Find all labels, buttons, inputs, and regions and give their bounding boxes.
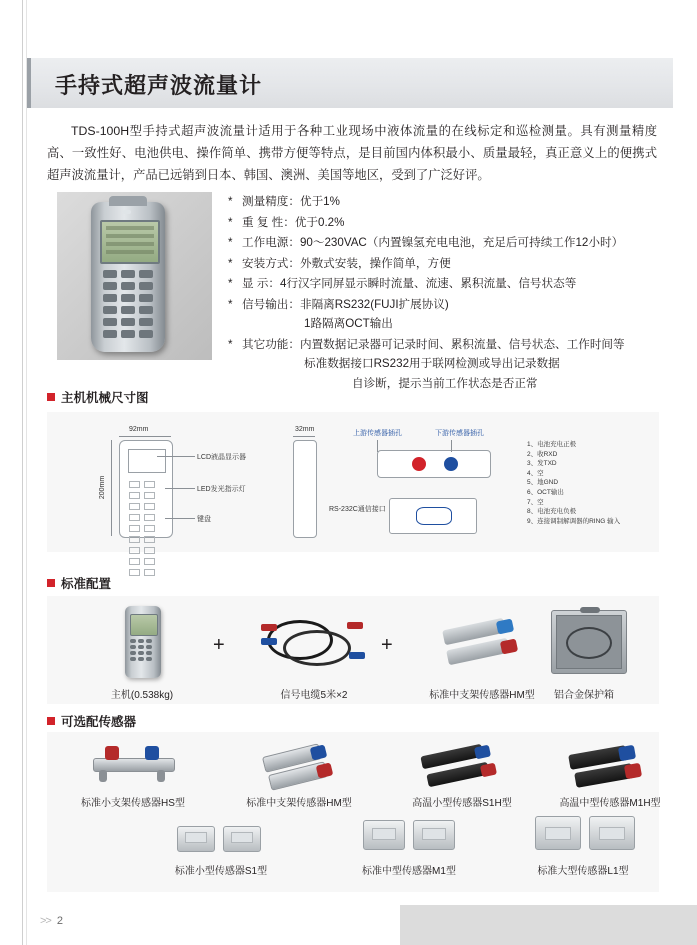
config-item-cables	[239, 602, 389, 702]
pin-item-2: 2、收RXD	[527, 450, 558, 458]
sensor-caption-l1: 标准大型传感器L1型	[537, 866, 629, 877]
config-item-main-unit	[77, 602, 207, 702]
callout-lcd-line	[157, 456, 195, 457]
pin-item-7: 7、空	[527, 498, 544, 506]
main-unit-illustration	[125, 606, 161, 678]
spec-label: 重 复 性：	[242, 215, 295, 229]
red-square-icon	[47, 579, 55, 587]
config-plus-2: +	[381, 634, 393, 656]
sensor-m1-illustration	[363, 818, 459, 856]
aluminium-case-illustration	[551, 610, 627, 674]
dimension-drawing-panel	[47, 412, 659, 552]
bullet-asterisk: *	[228, 256, 233, 270]
section-header-standard-config	[47, 574, 111, 592]
spec-row-repeatability	[228, 213, 673, 233]
page-title-band	[27, 58, 673, 108]
sensor-caption-hm: 标准中支架传感器HM型	[246, 798, 352, 809]
spec-value: 4行汉字同屏显示瞬时流量、流速、累积流量、信号状态等	[280, 277, 577, 290]
dim-thickness-line	[293, 436, 315, 437]
dim-width-line	[119, 436, 171, 437]
pin-item-1: 1、电池充电正极	[527, 441, 577, 448]
section-header-dimensions	[47, 388, 149, 406]
device-bottom-port-view	[389, 498, 477, 534]
title-accent-bar	[27, 58, 31, 108]
handheld-device-illustration	[91, 202, 165, 352]
section-header-dimensions-label: 主机机械尺寸图	[61, 391, 149, 405]
top-label-upstream: 上游传感器插孔	[353, 430, 402, 437]
config-item-case	[509, 602, 659, 702]
main-unit-keypad	[129, 638, 157, 672]
device-front-view	[119, 440, 173, 538]
config-caption-main-unit: 主机(0.538kg)	[110, 690, 174, 701]
device-side-view	[293, 440, 317, 538]
bullet-asterisk: *	[228, 277, 233, 290]
config-plus-1: +	[213, 634, 225, 656]
spec-value: 内置数据记录器可记录时间、累积流量、信号状态、工作时间等	[299, 337, 625, 351]
section-header-optional-sensors-label: 可选配传感器	[61, 715, 137, 729]
main-unit-lcd	[130, 614, 158, 636]
device-led	[123, 210, 131, 214]
bullet-asterisk: *	[228, 236, 233, 249]
pin-item-6: 6、OCT输出	[527, 488, 564, 496]
footer-decoration-band	[400, 905, 697, 945]
spec-row-installation	[228, 254, 673, 274]
config-caption-cables: 信号电缆5米×2	[280, 690, 348, 701]
pin-item-5: 5、地GND	[527, 479, 559, 487]
left-margin-rule-secondary	[26, 0, 27, 945]
top-label-downstream: 下游传感器插孔	[435, 430, 484, 437]
page-footer	[40, 915, 63, 927]
spec-label: 安装方式：	[242, 256, 300, 270]
spec-value: 90～230VAC（内置镍氢充电电池，充足后可持续工作12小时）	[299, 236, 624, 249]
sensor-s1h-illustration	[419, 744, 509, 788]
spec-subvalue: 1路隔离OCT输出	[304, 317, 393, 330]
dim-thickness-label: 32mm	[295, 426, 315, 433]
optional-sensors-panel	[47, 732, 659, 892]
product-photo	[57, 192, 212, 360]
device-keypad	[101, 268, 155, 330]
pin-item-9: 9、连接调制解调器的RING 输入	[527, 517, 621, 525]
spec-label: 信号输出：	[242, 297, 300, 311]
upstream-leader	[377, 440, 378, 452]
dim-width-label: 92mm	[129, 426, 149, 433]
spec-value: 优于1%	[299, 195, 340, 208]
sensor-s1-illustration	[177, 822, 267, 856]
bullet-asterisk: *	[228, 297, 233, 311]
sensor-caption-s1h: 高温小型传感器S1H型	[412, 798, 512, 809]
callout-lcd: LCD液晶显示器	[197, 454, 247, 461]
sensor-hs-illustration	[91, 744, 175, 788]
standard-config-panel	[47, 596, 659, 704]
port-label: RS-232C通信接口	[329, 506, 386, 513]
cable-illustration	[261, 616, 367, 672]
intro-paragraph	[47, 120, 657, 186]
spec-label: 显 示：	[242, 277, 281, 290]
device-top-cap	[109, 196, 147, 206]
pin-item-3: 3、发TXD	[527, 460, 557, 468]
section-header-standard-config-label: 标准配置	[61, 577, 112, 591]
specification-list	[228, 192, 673, 394]
left-margin-rule	[22, 0, 23, 945]
config-caption-hm-sensor: 标准中支架传感器HM型	[429, 690, 535, 701]
db9-connector	[416, 507, 452, 525]
spec-value: 非隔离RS232(FUJI扩展协议)	[299, 297, 449, 311]
spec-row-accuracy	[228, 192, 673, 212]
bullet-asterisk: *	[228, 337, 233, 351]
device-lcd-screen	[100, 220, 160, 264]
sensor-m1h-illustration	[567, 744, 653, 788]
chevron-right-icon: >>	[40, 915, 51, 927]
sensor-hm-illustration	[259, 744, 343, 788]
red-square-icon	[47, 717, 55, 725]
downstream-leader	[451, 440, 452, 452]
spec-row-other-functions	[228, 335, 673, 394]
sensor-caption-m1: 标准中型传感器M1型	[362, 866, 456, 877]
sensor-caption-s1: 标准小型传感器S1型	[174, 866, 268, 877]
pin-item-8: 8、电池充电负极	[527, 508, 577, 516]
page-number: 2	[56, 915, 63, 927]
spec-row-display	[228, 274, 673, 294]
bullet-asterisk: *	[228, 215, 233, 229]
dim-height-line	[111, 440, 112, 536]
spec-label: 测量精度：	[242, 195, 300, 208]
spec-value: 外敷式安装，操作简单，方便	[299, 256, 451, 270]
pin-assignment-list	[527, 440, 657, 526]
upstream-sensor-hole	[412, 457, 426, 471]
front-view-keypad	[127, 479, 165, 527]
config-caption-case: 铝合金保护箱	[554, 690, 614, 701]
spec-row-power	[228, 233, 673, 253]
section-header-optional-sensors	[47, 712, 136, 730]
callout-keypad: 键盘	[197, 516, 211, 523]
spec-subvalue-2: 自诊断，提示当前工作状态是否正常	[352, 376, 538, 390]
downstream-sensor-hole	[444, 457, 458, 471]
spec-label: 其它功能：	[242, 337, 300, 351]
red-square-icon	[47, 393, 55, 401]
sensor-caption-m1h: 高温中型传感器M1H型	[559, 798, 661, 809]
spec-subvalue: 标准数据接口RS232用于联网检测或导出记录数据	[304, 357, 560, 370]
callout-led-line	[165, 488, 195, 489]
callout-keypad-line	[165, 518, 195, 519]
front-view-lcd	[128, 449, 166, 473]
dim-height-label: 200mm	[99, 475, 107, 500]
bullet-asterisk: *	[228, 195, 233, 208]
device-top-view	[377, 450, 491, 478]
spec-row-signal-output	[228, 295, 673, 334]
spec-value: 优于0.2%	[294, 215, 345, 229]
sensor-l1-illustration	[535, 816, 637, 858]
page-title: 手持式超声波流量计	[55, 73, 263, 98]
pin-item-4: 4、空	[527, 469, 544, 477]
spec-label: 工作电源：	[242, 236, 300, 249]
callout-led: LED发光指示灯	[197, 486, 246, 493]
sensor-caption-hs: 标准小支架传感器HS型	[81, 798, 185, 809]
intro-text: TDS-100H型手持式超声波流量计适用于各种工业现场中液体流量的在线标定和巡检测量。具有测量精度高、一致性好、电池供电、操作简单、携带方便等特点，是目前国内体积最小、质量最轻，真正意义上的便携式超声波流量计，产品已远销到日本、韩国、澳洲、美国等地区，受到了广泛好评。	[47, 124, 657, 182]
